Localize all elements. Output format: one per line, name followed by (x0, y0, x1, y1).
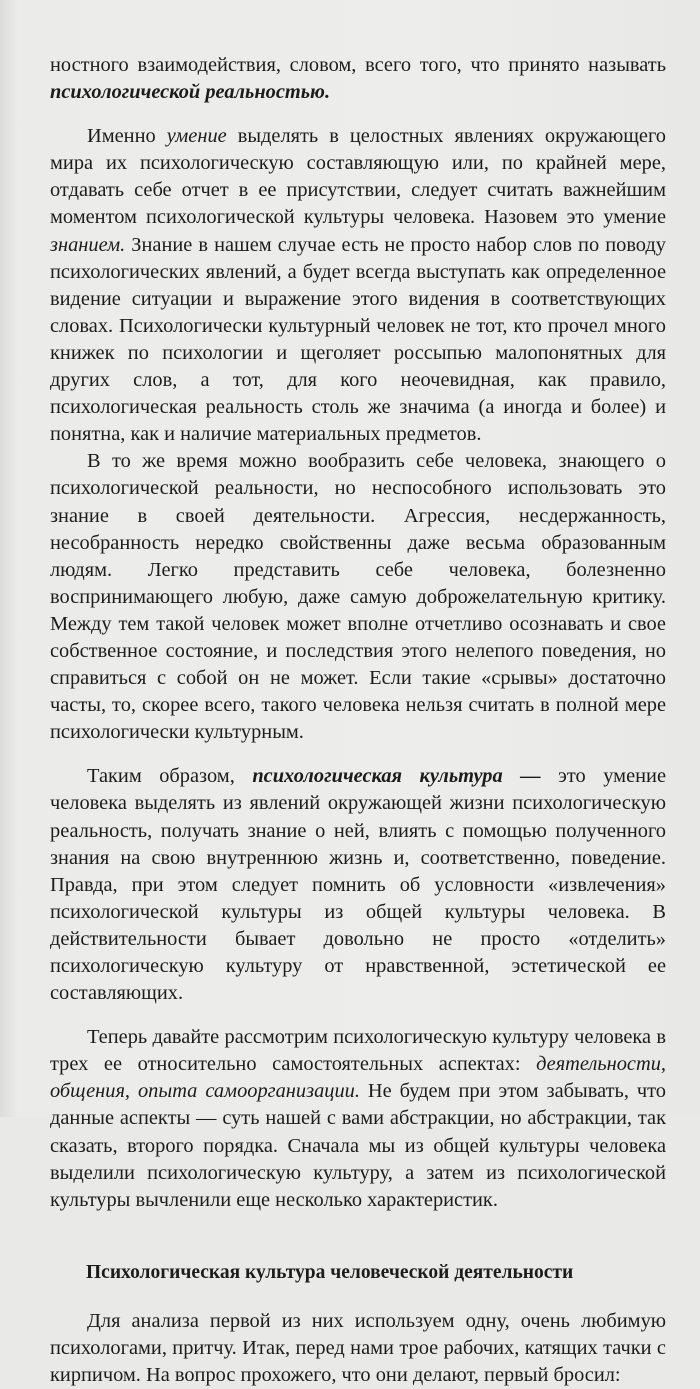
emphasis-aspects: деятельности, общения, опыта самоорганизации. (50, 1053, 666, 1103)
term-psychological-culture: психологическая культура — (252, 765, 541, 788)
paragraph-5-part: Теперь давайте рассмотрим психологическую культуру человека в трех ее относительно самостоятельных аспектах: (50, 1026, 666, 1076)
paragraph-4 (50, 763, 666, 1007)
section-heading: Психологическая культура человеческой деятельности (86, 1261, 574, 1283)
paragraph-1 (50, 52, 666, 106)
paragraph-5 (50, 1024, 666, 1214)
paragraph-5-part: Не будем при этом забывать, что данные аспекты — суть нашей с вами абстракции, но абстракции, так сказать, второго порядка. Сначала мы из общей культуры человека выделили психологическую культуру, а затем из психологической культуры вычленили еще несколько характеристик. (50, 1080, 666, 1211)
paragraph-4-part: это умение человека выделять из явлений окружающей жизни психологическую реальность, получать знание о ней, влиять с помощью полученного знания на свою внутреннюю жизнь и, соответственно, поведение. Правда, при этом следует помнить об условности «извлечения» психологической культуры из общей культуры человека. В действительности бывает довольно не просто «отделить» психологическую культуру от нравственной, эстетической ее составляющих. (50, 765, 666, 1005)
paragraph-6: Для анализа первой из них используем одну, очень любимую психологами, притчу. Итак, перед нами трое рабочих, катящих тачки с кирпичом. На вопрос прохожего, что они делают, первый бросил: (50, 1309, 666, 1387)
term-psychological-reality: психологической реальностью. (50, 81, 331, 104)
paragraph-4-part: Таким образом, (87, 765, 253, 788)
emphasis-umenie: умение (166, 125, 227, 148)
paragraph-2-part: Знание в нашем случае есть не просто набор слов по поводу психологических явлений, а будет всегда выступать как определенное видение ситуации и выражение этого видения в соответствующих словах. Психологически культурный человек не тот, кто прочел много книжек по психологии и щеголяет россыпью малопонятных для других слов, а тот, для кого неочевидная, как правило, психологическая реальность столь же значима (а иногда и более) и понятна, как и наличие материальных предметов. (50, 233, 666, 446)
paragraph-3: В то же время можно вообразить себе человека, знающего о психологической реальности, но неспособного использовать это знание в своей деятельности. Агрессия, несдержанность, несобранность нередко свойственны даже весьма образованным людям. Легко представить себе человека, болезненно воспринимающего любую, даже самую доброжелательную критику. Между тем такой человек может вполне отчетливо осознавать и свое собственное состояние, и последствия этого нелепого поведения, но справиться с собой он не может. Если такие «срывы» достаточно часты, то, скорее всего, такого человека нельзя считать в полной мере психологически культурным. (50, 450, 666, 744)
emphasis-znanie: знанием. (50, 233, 126, 256)
paragraph-2 (50, 123, 666, 448)
paragraph-1-text: ностного взаимодействия, словом, всего того, что принято называть (50, 54, 666, 76)
paragraph-2-part: Именно (87, 125, 167, 148)
paragraph-2-part: выделять в целостных явлениях окружающего мира их психологическую составляющую или, по крайней мере, отдавать себе отчет в ее присутствии, следует считать важнейшим моментом психологической культуры человека. Назовем это умение (50, 125, 667, 229)
text-column (50, 52, 666, 1389)
